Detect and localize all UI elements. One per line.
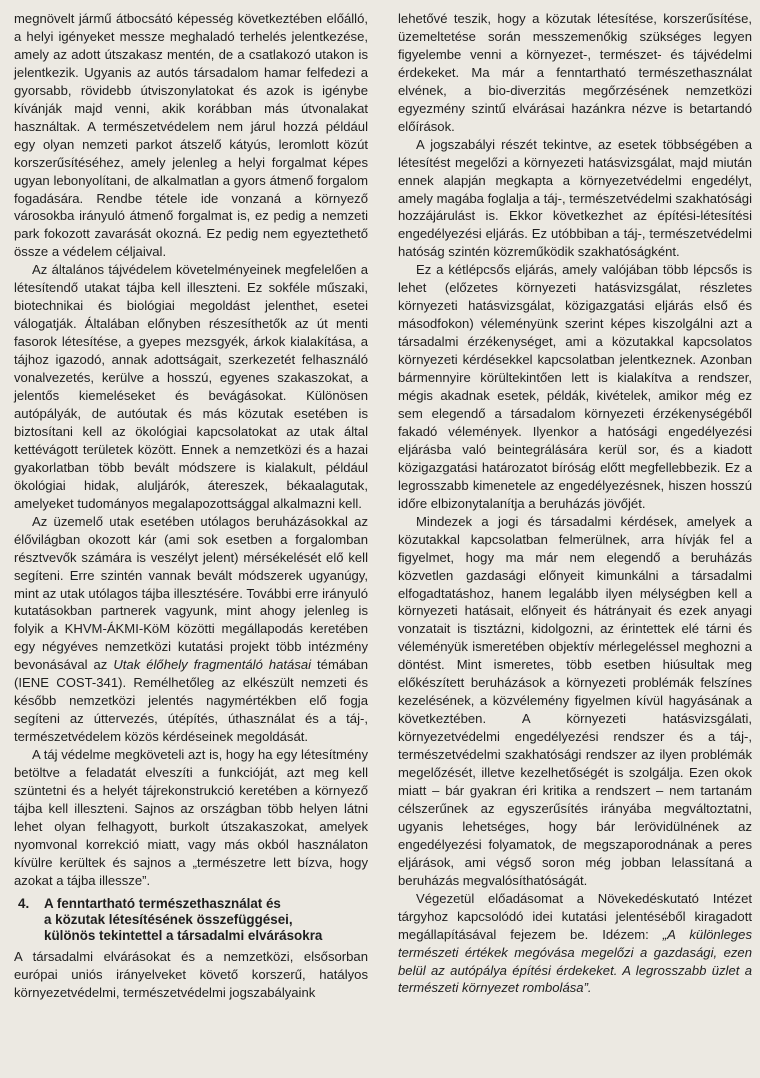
paragraph: A táj védelme megköveteli azt is, hogy ha egy létesítmény betöltve a feladatát elveszíti a funkcióját, azt meg kell szüntetni és a helyét tájrekonstrukció keretében a környező tájba kell illeszteni. Sajnos az országban több helyen látni lehet olyan felhagyott, burkolt útszakaszokat, amelyek nyomvonal korrekció miatt, vagy más okból használaton kívülre kerültek és sajnos a „természetre lett bízva, hogy azokat a tájba illessze”. — [14, 747, 368, 888]
paragraph: megnövelt jármű átbocsátó képesség következtében előálló, a helyi igényeket messze meghaladó terhelés jelentkezése, amely az adott útszakasz mentén, de a csatlakozó utakon is jelentkezik. Ugyanis az autós társadalom hamar felfedezi a gyorsabb, rövidebb útviszonylatokat és azok is igénybe kívánják majd venni, akik korábban más útvonalakat használtak. A természetvédelem nem járul hozzá például egy olyan nemzeti parkot átszelő kátyús, leromlott közút korszerűsítéséhez, amely jelenleg a helyi forgalmat képes ugyan lebonyolítani, de alkalmatlan a gyors átmenő forgalom fogadására. Rendbe tétele ide vonzaná a környező városokba irányuló átmenő forgalmat is, ez pedig a nemzeti park fokozott zavarását okozná. Ez pedig nem egyeztethető össze a védelem céljaival. — [14, 11, 368, 260]
section-title-line: A fenntartható természethasználat és — [44, 895, 281, 911]
paragraph: A társadalmi elvárásokat és a nemzetközi, elsősorban európai uniós irányelveket követő korszerű, hatályos környezetvédelmi, természetvédelmi jogszabályaink — [14, 948, 368, 1000]
section-title — [44, 896, 368, 944]
paragraph — [14, 513, 368, 746]
section-number: 4. — [18, 895, 30, 911]
paragraph-text: Az üzemelő utak esetében utólagos beruházásokkal az élővilágban okozott kár (ami sok esetben a forgalomban résztvevők számára is veszélyt jelent) mérsékelését elő kell segíteni. Erre szintén vannak bevált módszerek ugyanúgy, mint az utak utólagos tájba illesztésére. További erre irányuló kutatásokban partnerek vagyunk, mint ahogy jelenleg is folyik a KHVM-ÁKMI-KöM közötti megállapodás keretében egy négyéves nemzetközi kutatási projekt több intézmény bevonásával az — [14, 513, 368, 673]
paragraph-text: Végezetül előadásomat a Növekedéskutató Intézet tárgyhoz kapcsolódó idei kutatási jelentéséből kiragadott megállapításával fejezem be. Idézem: — [398, 890, 752, 942]
italic-quote: „A különleges természeti értékek megóvása megelőzi a gazdasági, ezen belül az autópálya építési érdekeket. A legrosszabb üzlet a természeti környezet rombolása”. — [398, 926, 752, 996]
paragraph — [398, 890, 752, 998]
section-title-line: a közutak létesítésének összefüggései, — [44, 911, 293, 927]
paragraph: Ez a kétlépcsős eljárás, amely valójában több lépcsős is lehet (előzetes környezeti hatásvizsgálat, részletes környezeti hatásvizsgálat, közigazgatási eljárás első és másodfokon) véleményünk szerint képes kiszolgálni azt a társadalmi érzékenységet, ami a közutakkal kapcsolatos környezeti kérdésekkel kapcsolatban jelentkeznek. Azonban bármennyire körültekintően lett is kialakítva a rendszer, mégis akadnak esetek, példák, kivételek, amikor még ez sem elegendő a társadalom környezeti érzékenységéből fakadó vélemények. Ilyenkor a hatósági engedélyezési eljárásba való beintegrálására kerül sor, és a kiadott közigazgatási határozatot bíróság előtt megfellebbezik. Ez a legrosszabb kimenetele az engedélyezésnek, hiszen hosszú időre elbizonytalanítja a beruházás jövőjét. — [398, 262, 752, 511]
left-column — [14, 10, 368, 1002]
paragraph: A jogszabályi részét tekintve, az esetek többségében a létesítést megelőzi a környezeti hatásvizsgálat, majd miután ennek alapján megkapta a környezetvédelmi engedélyt, amely magába foglalja a táj-, természetvédelmi szakhatósági hozzájárulást is. Ekkor következhet az építési-létesítési engedélyezési eljárás. Ez utóbbiban a táj-, természetvédelmi hatóság szintén közreműködik szakhatóságként. — [398, 136, 752, 260]
section-title-line: különös tekintettel a társadalmi elvárásokra — [44, 927, 323, 943]
right-column — [398, 10, 752, 997]
paragraph: Mindezek a jogi és társadalmi kérdések, amelyek a közutakkal kapcsolatban felmerülnek, arra hívják fel a figyelmet, hogy ma már nem elegendő a beruházás közvetlen gazdasági előnyeit kimunkálni a társadalmi elfogadtatáshoz, hanem legalább ilyen mélységben kell a környezeti hatásait, előnyeit és hátrányait és ezek anyagi vonzatait is tisztázni, kidolgozni, az érintettek elé tárni és véleményük ismeretében objektív mérlegeléssel meghozni a döntést. Mint ismeretes, több esetben hiúsultak meg előkészített beruházások a környezeti problémák felszínes kezelésének, a közvélemény figyelmen kívül hagyásának a következtében. A környezeti hatásvizsgálati, környezetvédelmi engedélyezési rendszer és a táj-, természetvédelmi szakhatósági rendszer az ilyen problémák megelőzését, illetve kezelhetőségét is szolgálja. Ezen okok miatt – bár gyakran éri kritika a rendszert – nem tartanám célszerűnek az egyszerűsítés irányába megváltoztatni, ugyanis lehetséges, hogy bár lerövidülnének az engedélyezési folyamatok, de megszaporodnának a peres eljárások, ami végső soron még jobban lelassítaná a beruházás megvalósíthatóságát. — [398, 513, 752, 888]
italic-project-title: Utak élőhely fragmentáló hatásai — [113, 657, 312, 673]
paragraph: Az általános tájvédelem követelményeinek megfelelően a létesítendő utakat tájba kell illeszteni. Ez sokféle műszaki, biotechnikai és biológiai megoldást jelenthet, esetei válogatják. Általában előnyben részesíthetők az út menti fasorok létesítése, a gyepes mezsgyék, árkok kialakítása, a tájhoz igazodó, annak adottságait, szerkezetét felhasználó vonalvezetés, kerülve a hosszú, egyenes szakaszokat, a jelentős kiemeléseket és bevágásokat. Különösen autópályák, de autóutak és más közutak esetében is biztosítani kell az ökológiai kapcsolatokat az utak által kettévágott területek között. Ennek a nemzetközi és a hazai gyakorlatban több bevált módszere is kialakult, például ökológiai hidak, aluljárók, átereszek, békaalagutak, amelyeket tudományos megalapozottsággal alkalmazni kell. — [14, 262, 368, 511]
section-heading — [14, 896, 368, 944]
paragraph: lehetővé teszik, hogy a közutak létesítése, korszerűsítése, üzemeltetése során messzemenőkig szükséges legyen figyelembe venni a környezet-, természet- és tájvédelmi érdekeket. Ma már a fenntartható természethasználat elvének, a bio-diverzitás megőrzésének nemzetközi egyezmény szintű elvárásai hazánkra nézve is betartandó előírások. — [398, 11, 752, 134]
paragraph-text: témában (IENE COST-341). Remélhetőleg az elkészült nemzeti és később nemzetközi jelentés nagymértékben elő fogja segíteni az úttervezés, útépítés, úthasználat és a táj-, természetvédelem közös kérdéseinek megoldását. — [14, 657, 368, 745]
